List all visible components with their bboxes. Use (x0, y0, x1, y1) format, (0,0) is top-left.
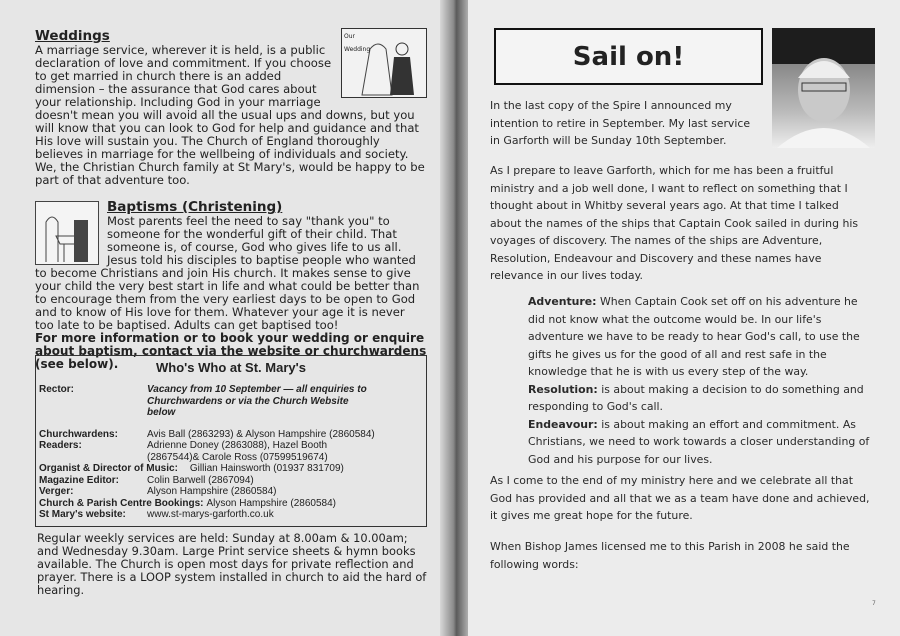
row-value: Alyson Hampshire (2860584) (147, 486, 277, 497)
contact-cta: For more information or to book your wedding or enquire about baptism, contact via the website or churchwardens (see below). (35, 331, 427, 371)
bishop-paragraph (490, 538, 870, 573)
reflection-paragraph (490, 162, 870, 285)
row-value: Gillian Hainsworth (01937 831709) (189, 463, 344, 474)
services-info: Regular weekly services are held: Sunday at 8.00am & 10.00am; and Wednesday 9.30am. Large Print service sheets & hymn books available. The Church is open most days for private reflection and prayer. There is a LOOP system installed in church to aid the hard of hearing. (37, 531, 427, 597)
baptism-font-icon (36, 202, 98, 264)
row-label: Churchwardens: (39, 428, 118, 440)
whos-who-title: Who's Who at St. Mary's (156, 360, 306, 375)
row-verger (39, 486, 423, 498)
paragraph-text: When Bishop James licensed me to this Parish in 2008 he said the following words: (490, 540, 850, 571)
closing-paragraph (490, 472, 870, 525)
item-text: is about making a decision to do something and responding to God's call. (528, 382, 864, 413)
page-number: 7 (872, 600, 876, 607)
row-label: St Mary's website: (39, 509, 126, 520)
item-adventure (528, 293, 873, 381)
item-text: is about making an effort and commitment. As Christians, we need to work towards a closer understanding of God and his purpose for our lives. (528, 417, 870, 466)
row-value: Adrienne Doney (2863088), Hazel Booth (2867544)& Carole Ross (07599519674) (147, 440, 328, 463)
row-label: Church & Parish Centre Bookings: (39, 497, 204, 509)
image-label: Our Wedding (344, 33, 371, 53)
intro-paragraph (490, 97, 760, 150)
weddings-section (35, 28, 427, 371)
item-term: Adventure: (528, 295, 597, 308)
paragraph-text: As I prepare to leave Garforth, which for me has been a fruitful ministry and a job well done, I want to reflect on something that I thought about in Whitby several years ago. At that time I talked about the names of the ships that Captain Cook sailed in during his voyages of discovery. The names of the ships are Adventure, Resolution, Endeavour and Discovery and these names have relevance in our lives today. (490, 164, 859, 282)
row-value: Alyson Hampshire (2860584) (206, 497, 336, 509)
row-bookings (39, 498, 423, 510)
portrait-image (772, 28, 875, 148)
paragraph-text: As I come to the end of my ministry here and we celebrate all that God has provided and all that we as a team have done and achieved, it gives me great hope for the future. (490, 474, 870, 522)
author-photo (772, 28, 875, 148)
baptisms-body: Most parents feel the need to say "thank you" to someone for the wonderful gift of their child. That someone is, of course, God who gives life to us all. Jesus told his disciples to baptise people who wanted to become Christians and join His church. It makes sense to give your child the very best start in life and what could be better than to encourage them from the very earliest days to be open to God and to know of His love for them. Whatever your age it is never too late to be baptised. Adults can get baptised too! (35, 214, 420, 332)
row-organist (39, 463, 423, 475)
row-value: Vacancy from 10 September — all enquiries to Churchwardens or via the Church Website below (147, 384, 367, 418)
page-fold (440, 0, 470, 636)
weddings-heading: Weddings (35, 28, 110, 44)
article-title: Sail on! (494, 28, 763, 85)
paragraph-text: In the last copy of the Spire I announced my intention to retire in September. My last service in Garforth will be Sunday 10th September. (490, 99, 751, 147)
weddings-body: A marriage service, wherever it is held, is a public declaration of love and commitment. If you choose to get married in church there is an added dimension – the assurance that God cares about your relationship. Including God in your marriage doesn't mean you will avoid all the usual ups and downs, but you will know that you can look to God for help and guidance and that His love will sustain you. The Church of England thoroughly believes in marriage for the wellbeing of individuals and society. We, the Christian Church family at St Mary's, would be happy to be part of that adventure too. (35, 43, 425, 187)
row-readers (39, 440, 423, 463)
row-churchwardens (39, 429, 423, 441)
row-website (39, 509, 423, 521)
row-label: Rector: (39, 384, 75, 395)
row-label: Magazine Editor: (39, 474, 120, 486)
wedding-illustration (341, 28, 427, 98)
item-text: When Captain Cook set off on his adventure he did not know what the outcome would be. In our life's adventure we have to be ready to hear God's call, to use the gifts he gives us for the good of all and rest safe in the knowledge that he is with us every step of the way. (528, 295, 860, 378)
row-label: Verger: (39, 486, 74, 497)
baptisms-heading: Baptisms (Christening) (107, 199, 283, 215)
whos-who-box (35, 355, 427, 527)
item-resolution (528, 381, 873, 416)
baptism-illustration (35, 201, 99, 265)
item-term: Endeavour: (528, 417, 598, 431)
item-endeavour (528, 416, 873, 469)
row-rector (39, 384, 423, 419)
row-editor (39, 475, 423, 487)
row-value: Colin Barwell (2867094) (147, 474, 254, 486)
ships-list (528, 293, 873, 468)
website-link[interactable]: www.st-marys-garforth.co.uk (147, 509, 274, 520)
row-label: Organist & Director of Music: (39, 463, 178, 474)
row-label: Readers: (39, 440, 82, 451)
row-value: Avis Ball (2863293) & Alyson Hampshire (2860584) (147, 428, 375, 440)
item-term: Resolution: (528, 382, 598, 396)
